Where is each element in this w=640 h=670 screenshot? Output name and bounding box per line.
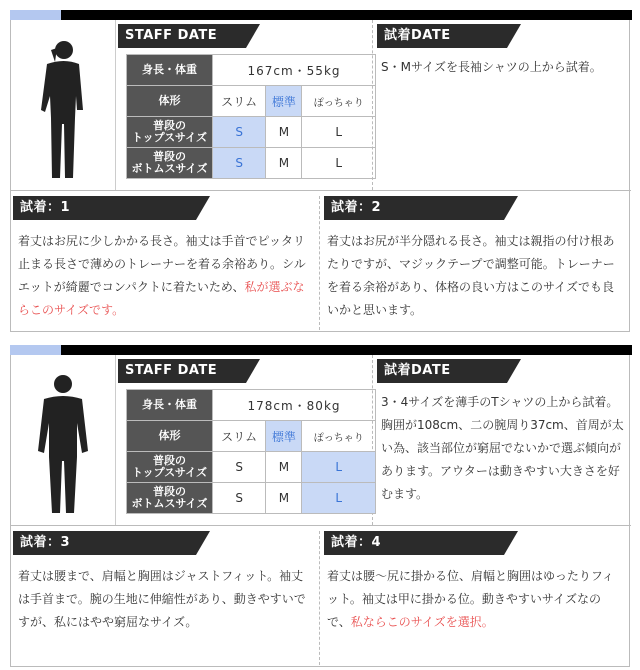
fit-card-3 [11,531,320,665]
fit-title: 試着：1 [13,196,196,220]
tops-size-option: L [302,117,376,148]
staff-spec-table [126,389,376,514]
fit-title: 試着：2 [324,196,504,220]
body-type-option-selected: 標準 [266,86,302,117]
try-on-data-panel [373,20,631,190]
try-note-text: S・Mサイズを長袖シャツの上から試着。 [381,60,602,74]
fit-highlight: 私ならこのサイズを選択。 [350,615,494,629]
height-weight-label: 身長・体重 [127,390,213,421]
bottoms-size-option: M [266,148,302,179]
body-type-option: ぽっちゃり [302,421,376,452]
block-top-bar [10,10,632,20]
bottoms-size-label [127,148,213,179]
staff-date-header: STAFF DATE [118,24,246,48]
bottoms-size-option: M [266,483,302,514]
staff-data-panel [116,20,373,190]
label-line: 普段の [153,454,186,467]
fit-description: 着丈は腰まで、肩幅と胸囲はジャストフィット。袖丈は手首まで。腕の生地に伸縮性があり、動きやすいですが、私にはやや窮屈なサイズ。 [18,569,306,629]
fit-title: 試着：3 [13,531,196,555]
body-type-label: 体形 [127,421,213,452]
try-on-data-panel [373,355,631,525]
person-silhouette-icon [33,373,93,518]
height-weight-value: 178cm・80kg [213,390,376,421]
tops-size-option: S [213,452,266,483]
label-line: トップスサイズ [131,466,208,479]
staff-block-1 [10,20,630,332]
fit-description: 着丈は腰〜尻に掛かる位、肩幅と胸囲はゆったりフィット。袖丈は甲に掛かる位。動きやすいサイズなので、 [327,569,614,629]
fit-description: 着丈はお尻が半分隠れる長さ。袖丈は親指の付け根あたりですが、マジックテープで調整可能。トレーナーを着る余裕があり、体格の良い方はこのサイズでも良いかと思います。 [327,234,615,317]
fit-text [18,230,313,322]
tops-size-option: M [266,452,302,483]
table-row [127,421,376,452]
tops-size-label [127,452,213,483]
try-date-header: 試着DATE [377,24,507,48]
table-row [127,55,376,86]
body-type-option-selected: 標準 [266,421,302,452]
height-weight-value: 167cm・55kg [213,55,376,86]
accent-tab [10,10,61,20]
bottoms-size-option: S [213,483,266,514]
label-line: ボトムスサイズ [131,497,208,510]
fit-description: 着丈はお尻に少しかかる長さ。袖丈は手首でピッタリ止まる長さで薄めのトレーナーを着る余裕あり。シルエットが綺麗でコンパクトに着たいため、 [18,234,306,294]
staff-block-2 [10,355,630,667]
table-row [127,452,376,483]
body-type-option: スリム [213,86,266,117]
label-line: 普段の [153,485,186,498]
table-row [127,86,376,117]
bottoms-size-selected: L [302,483,376,514]
tops-size-selected: S [213,117,266,148]
staff-data-panel [116,355,373,525]
body-type-label: 体形 [127,86,213,117]
person-silhouette-icon [33,38,93,183]
fit-card-1 [11,196,320,330]
tops-size-option: M [266,117,302,148]
tops-size-selected: L [302,452,376,483]
label-line: 普段の [153,119,186,132]
table-row [127,483,376,514]
accent-tab [10,345,61,355]
table-row [127,390,376,421]
bottoms-size-selected: S [213,148,266,179]
fit-card-4 [320,531,631,665]
bottoms-size-option: L [302,148,376,179]
divider [11,525,631,526]
fit-highlight: 私が選ぶならこのサイズです。 [18,280,305,317]
body-type-option: ぽっちゃり [302,86,376,117]
fit-text [327,565,622,634]
try-date-header: 試着DATE [377,359,507,383]
try-note-text: 3・4サイズを薄手のTシャツの上から試着。胸囲が108cm、二の腕周り37cm、首周が太い為、該当部位が窮屈でないかで選ぶ傾向があります。アウターは動きやすい大きさを好むます。 [381,395,624,501]
table-row [127,117,376,148]
bottoms-size-label [127,483,213,514]
divider [11,190,631,191]
staff-spec-table [126,54,376,179]
fit-text [327,230,622,322]
staff-silhouette [11,355,116,525]
label-line: トップスサイズ [131,131,208,144]
table-row [127,148,376,179]
body-type-option: スリム [213,421,266,452]
height-weight-label: 身長・体重 [127,55,213,86]
fit-text [18,565,313,634]
label-line: ボトムスサイズ [131,162,208,175]
label-line: 普段の [153,150,186,163]
tops-size-label [127,117,213,148]
staff-date-header: STAFF DATE [118,359,246,383]
block-top-bar [10,345,632,355]
fit-card-2 [320,196,631,330]
fit-title: 試着：4 [324,531,504,555]
staff-silhouette [11,20,116,190]
